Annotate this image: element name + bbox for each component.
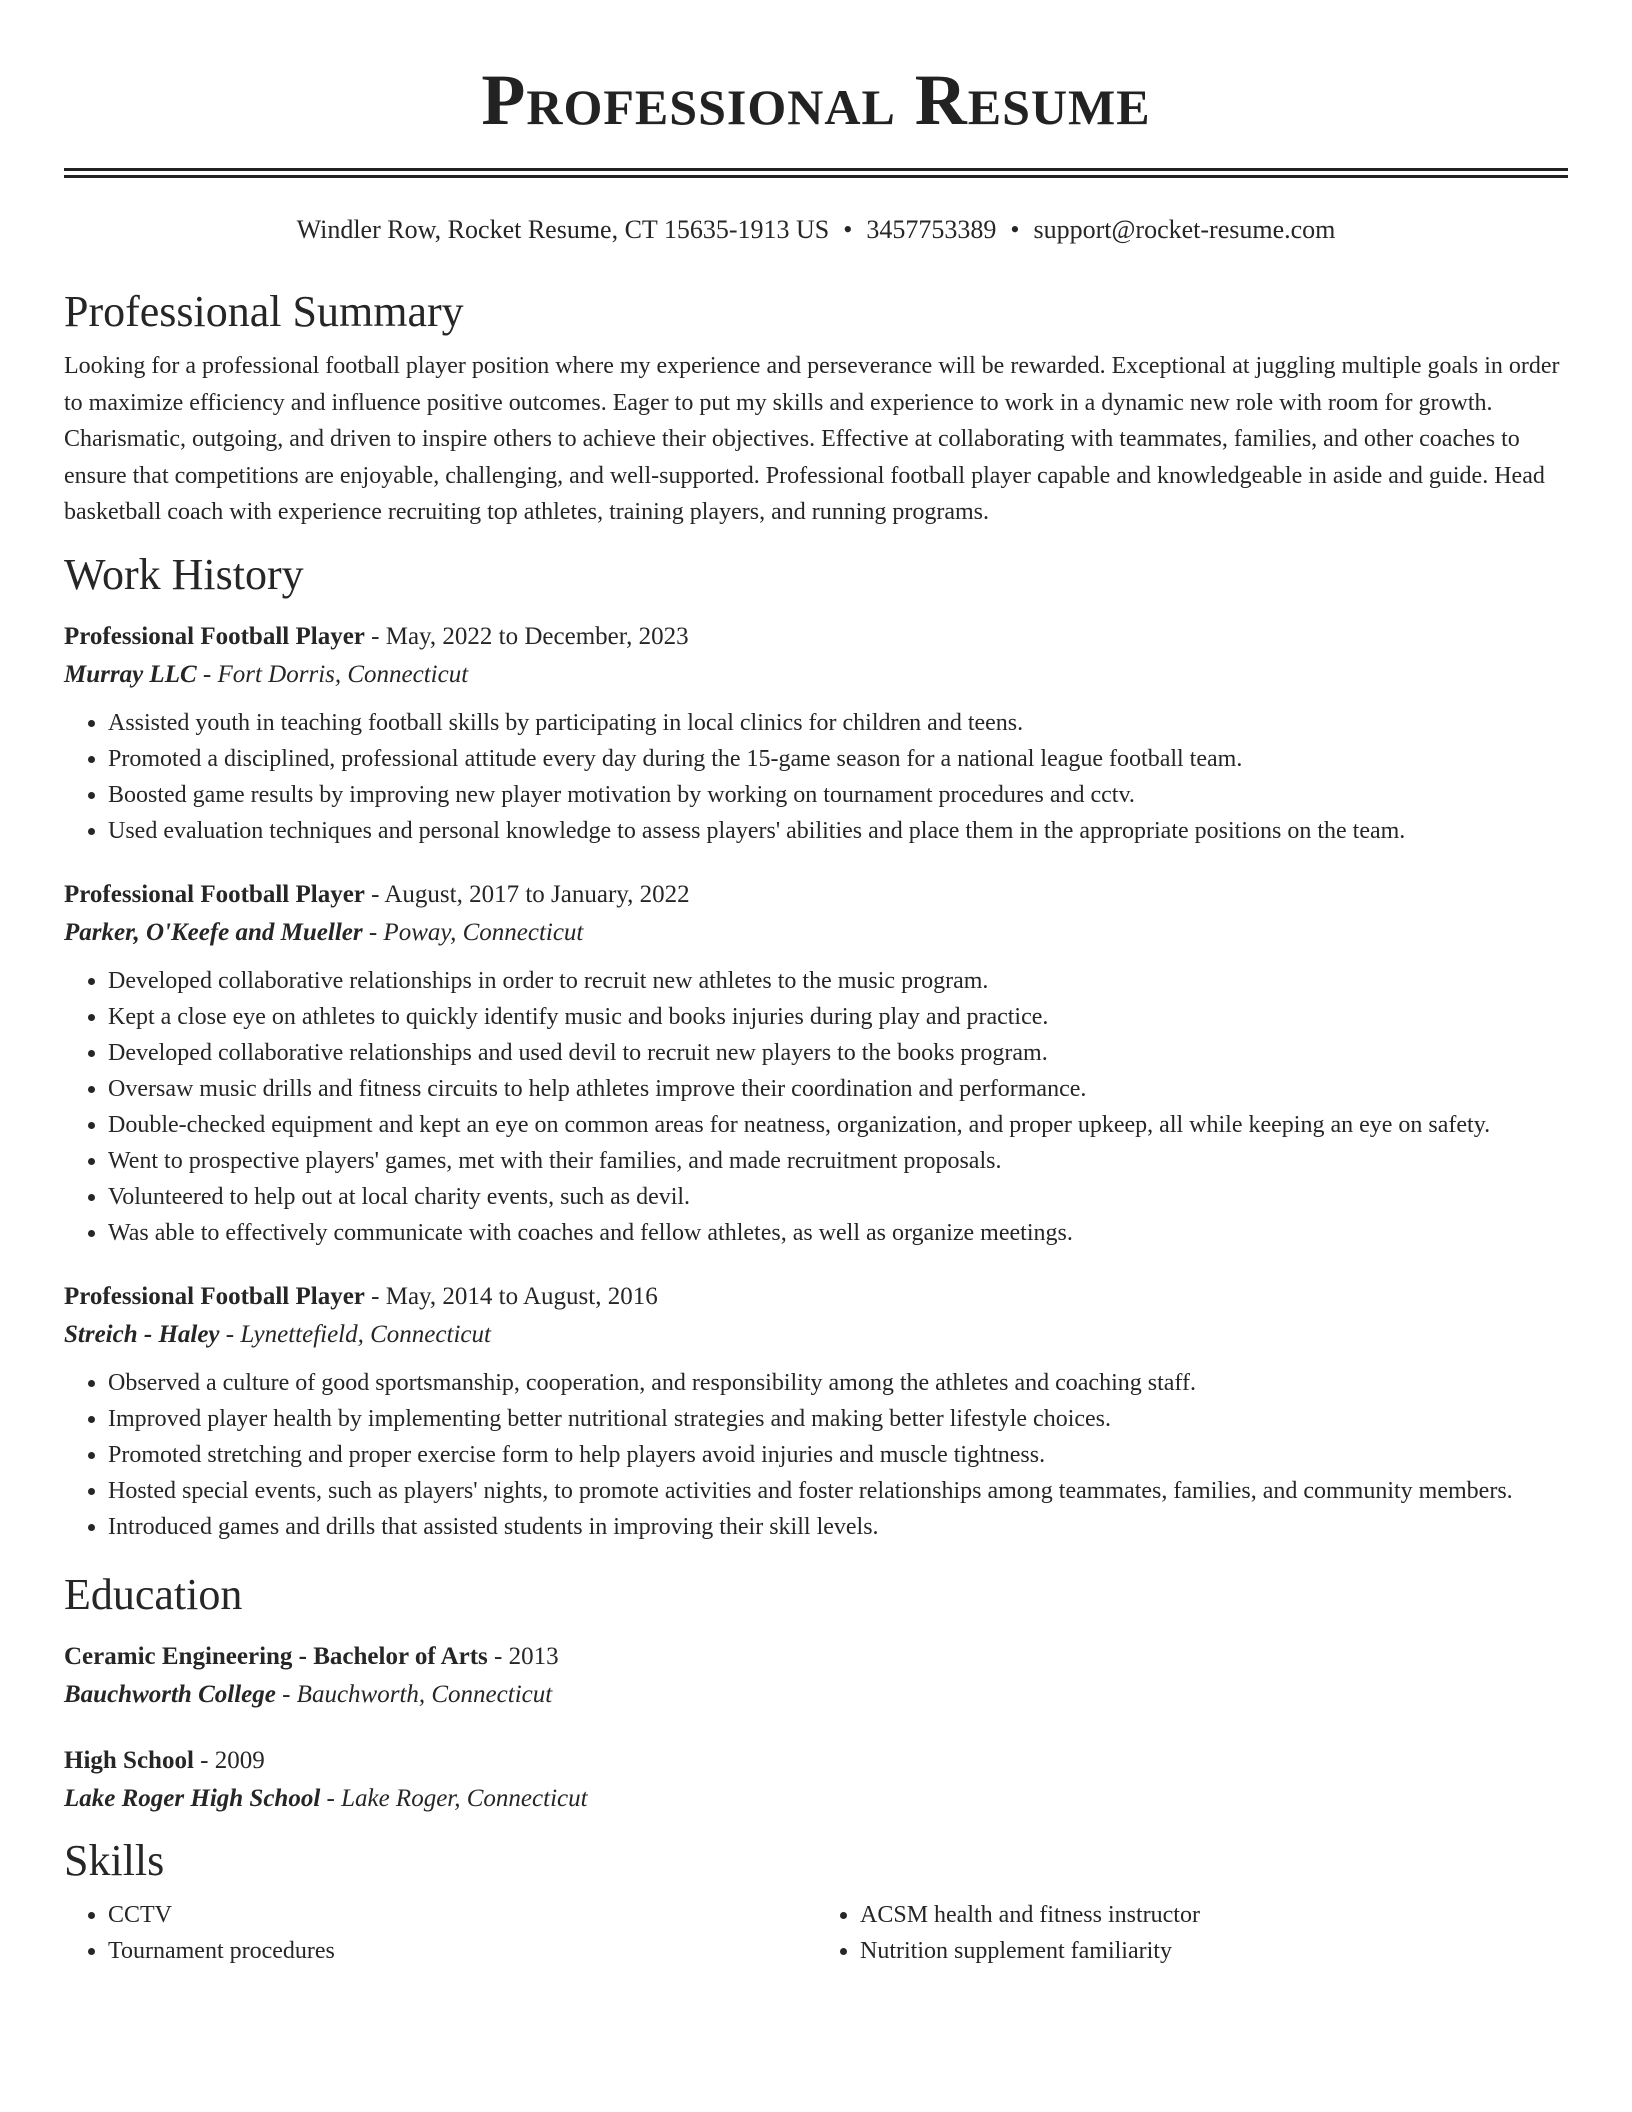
graduation-year: - 2013 — [487, 1642, 559, 1670]
contact-address: Windler Row, Rocket Resume, CT 15635-1913 US — [296, 215, 830, 244]
job-bullet: • Volunteered to help out at local charity events, such as devil. — [108, 1179, 1568, 1215]
job-bullets — [64, 1365, 1568, 1545]
job-entry — [64, 879, 1568, 1251]
job-title-line — [64, 621, 1568, 653]
skills-grid — [64, 1897, 1568, 1969]
summary-heading: Professional Summary — [64, 287, 464, 336]
job-location: - Poway, Connecticut — [362, 918, 584, 946]
education-heading: Education — [64, 1569, 243, 1619]
job-bullet: • Developed collaborative relationships in order to recruit new athletes to the music program. — [108, 963, 1568, 999]
contact-phone: 3457753389 — [866, 215, 997, 244]
job-bullet: • Assisted youth in teaching football skills by participating in local clinics for children and teens. — [108, 705, 1568, 741]
job-bullet: • Boosted game results by improving new player motivation by working on tournament procedures and cctv. — [108, 777, 1568, 813]
contact-line — [64, 214, 1568, 246]
job-dates: - May, 2022 to December, 2023 — [364, 622, 689, 650]
job-bullet: • Kept a close eye on athletes to quickly identify music and books injuries during play and practice. — [108, 999, 1568, 1035]
job-bullet: • Hosted special events, such as players' nights, to promote activities and foster relationships among teammates, families, and community members. — [108, 1473, 1568, 1509]
school-name: Bauchworth College — [64, 1680, 276, 1708]
job-bullet: • Observed a culture of good sportsmanship, cooperation, and responsibility among the athletes and coaching staff. — [108, 1365, 1568, 1401]
job-company-line — [64, 659, 1568, 691]
degree: High School — [64, 1746, 194, 1774]
contact-separator: • — [1010, 215, 1020, 244]
contact-email: support@rocket-resume.com — [1033, 215, 1336, 244]
job-dates: - May, 2014 to August, 2016 — [364, 1282, 658, 1310]
school-location: - Lake Roger, Connecticut — [320, 1784, 588, 1812]
job-bullet: • Promoted a disciplined, professional attitude every day during the 15-game season for a national league football team. — [108, 741, 1568, 777]
school-name: Lake Roger High School — [64, 1784, 321, 1812]
job-bullet: • Was able to effectively communicate with coaches and fellow athletes, as well as organize meetings. — [108, 1215, 1568, 1251]
degree-line — [64, 1641, 1568, 1673]
school-line — [64, 1679, 1568, 1711]
job-bullet: • Introduced games and drills that assisted students in improving their skill levels. — [108, 1509, 1568, 1545]
education-entry — [64, 1745, 1568, 1815]
skill-item: • ACSM health and fitness instructor — [860, 1897, 1568, 1933]
job-company-line — [64, 917, 1568, 949]
school-line — [64, 1783, 1568, 1815]
skill-item: • Tournament procedures — [108, 1933, 816, 1969]
degree: Ceramic Engineering - Bachelor of Arts — [64, 1642, 488, 1670]
title-divider — [64, 168, 1568, 178]
school-location: - Bauchworth, Connecticut — [275, 1680, 553, 1708]
job-bullet: • Promoted stretching and proper exercise form to help players avoid injuries and muscle tightness. — [108, 1437, 1568, 1473]
job-bullet: • Double-checked equipment and kept an eye on common areas for neatness, organization, and proper upkeep, all while keeping an eye on safety. — [108, 1107, 1568, 1143]
job-entry — [64, 1281, 1568, 1545]
job-location: - Fort Dorris, Connecticut — [196, 660, 469, 688]
work-history-heading: Work History — [64, 549, 304, 599]
job-company: Parker, O'Keefe and Mueller — [64, 918, 363, 946]
job-bullets — [64, 963, 1568, 1251]
summary-text: Looking for a professional football player position where my experience and perseverance will be rewarded. Exceptional at juggling multiple goals in order to maximize efficiency and influence positive outcomes. Eager to put my skills and experience to work in a dynamic new role with room for growth. Charismatic, outgoing, and driven to inspire others to achieve their objectives. Effective at collaborating with teammates, families, and other coaches to ensure that competitions are enjoyable, challenging, and well-supported. Professional football player capable and knowledgeable in aside and guide. Head basketball coach with experience recruiting top athletes, training players, and running programs. — [64, 353, 1560, 525]
resume-title: Professional Resume — [481, 60, 1151, 140]
job-bullets — [64, 705, 1568, 849]
skill-item: • CCTV — [108, 1897, 816, 1933]
job-title: Professional Football Player — [64, 622, 365, 650]
job-dates: - August, 2017 to January, 2022 — [364, 880, 690, 908]
skill-item: • Nutrition supplement familiarity — [860, 1933, 1568, 1969]
job-title: Professional Football Player — [64, 880, 365, 908]
contact-separator: • — [843, 215, 853, 244]
job-bullet: • Went to prospective players' games, met with their families, and made recruitment proposals. — [108, 1143, 1568, 1179]
education-entry — [64, 1641, 1568, 1711]
job-entry — [64, 621, 1568, 849]
job-bullet: • Improved player health by implementing better nutritional strategies and making better lifestyle choices. — [108, 1401, 1568, 1437]
graduation-year: - 2009 — [193, 1746, 265, 1774]
job-location: - Lynettefield, Connecticut — [219, 1320, 491, 1348]
job-title-line — [64, 1281, 1568, 1313]
skills-column-left — [64, 1897, 816, 1969]
job-company: Murray LLC — [64, 660, 197, 688]
job-company-line — [64, 1319, 1568, 1351]
degree-line — [64, 1745, 1568, 1777]
job-company: Streich - Haley — [64, 1320, 220, 1348]
skills-heading: Skills — [64, 1835, 165, 1885]
skills-column-right — [816, 1897, 1568, 1969]
job-bullet: • Used evaluation techniques and personal knowledge to assess players' abilities and place them in the appropriate positions on the team. — [108, 813, 1568, 849]
job-title: Professional Football Player — [64, 1282, 365, 1310]
job-title-line — [64, 879, 1568, 911]
job-bullet: • Developed collaborative relationships and used devil to recruit new players to the books program. — [108, 1035, 1568, 1071]
job-bullet: • Oversaw music drills and fitness circuits to help athletes improve their coordination and performance. — [108, 1071, 1568, 1107]
